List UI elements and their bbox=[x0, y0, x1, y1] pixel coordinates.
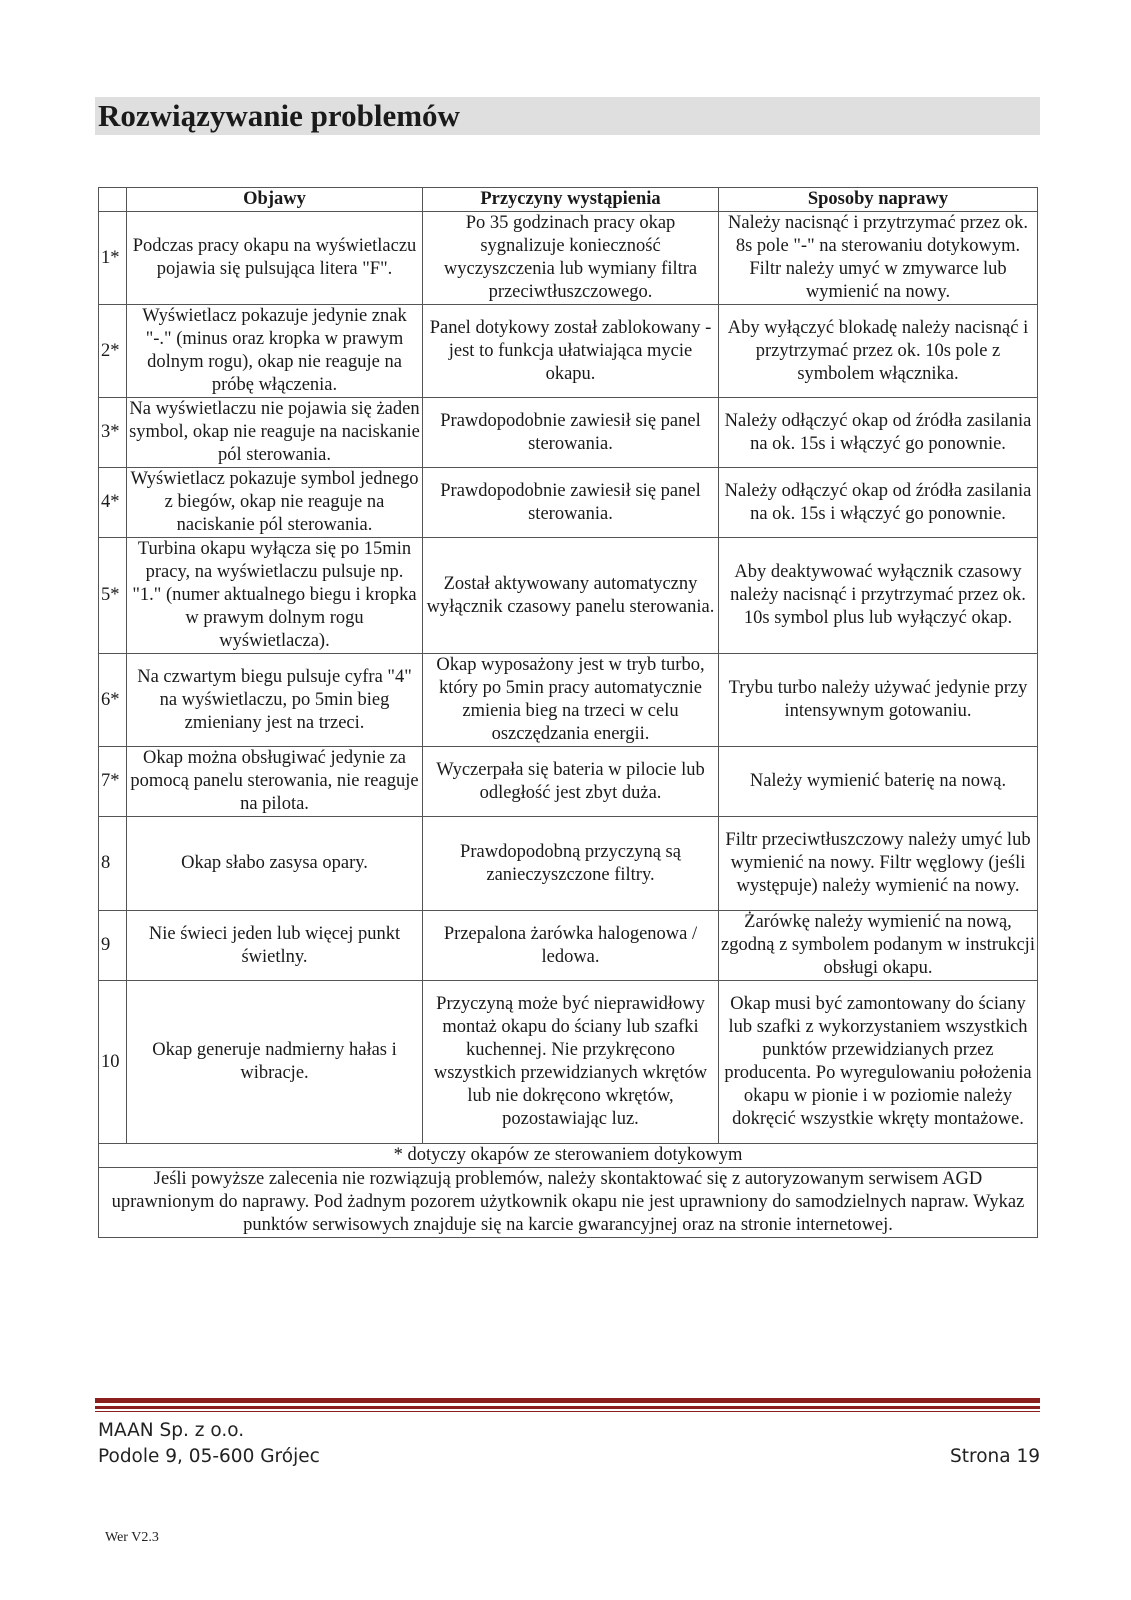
service-note: Jeśli powyższe zalecenia nie rozwiązują problemów, należy skontaktować się z autoryzowanym serwisem AGD uprawnionym do naprawy. Pod żadnym pozorem użytkownik okapu nie jest uprawniony do samodzielnych napraw. Wykaz punktów serwisowych znajduje się na karcie gwarancyjnej oraz na stronie internetowej. bbox=[99, 1168, 1038, 1238]
row-number: 1* bbox=[99, 212, 127, 305]
header-symptoms: Objawy bbox=[127, 188, 423, 212]
cause-cell: Prawdopodobnie zawiesił się panel sterowania. bbox=[423, 468, 719, 538]
table-row bbox=[99, 538, 1038, 654]
symptom-cell: Wyświetlacz pokazuje jedynie znak "-." (minus oraz kropka w prawym dolnym rogu), okap nie reaguje na próbę włączenia. bbox=[127, 305, 423, 398]
fix-cell: Żarówkę należy wymienić na nową, zgodną z symbolem podanym w instrukcji obsługi okapu. bbox=[719, 911, 1038, 981]
symptom-cell: Na czwartym biegu pulsuje cyfra "4" na wyświetlaczu, po 5min bieg zmieniany jest na trzeci. bbox=[127, 654, 423, 747]
header-fixes: Sposoby naprawy bbox=[719, 188, 1038, 212]
cause-cell: Przepalona żarówka halogenowa / ledowa. bbox=[423, 911, 719, 981]
fix-cell: Należy nacisnąć i przytrzymać przez ok. 8s pole "-" na sterowaniu dotykowym. Filtr należy umyć w zmywarce lub wymienić na nowy. bbox=[719, 212, 1038, 305]
cause-cell: Został aktywowany automatyczny wyłącznik czasowy panelu sterowania. bbox=[423, 538, 719, 654]
table-row bbox=[99, 305, 1038, 398]
table-row bbox=[99, 817, 1038, 911]
service-note-row bbox=[99, 1168, 1038, 1238]
fix-cell: Należy odłączyć okap od źródła zasilania na ok. 15s i włączyć go ponownie. bbox=[719, 468, 1038, 538]
fix-cell: Trybu turbo należy używać jedynie przy intensywnym gotowaniu. bbox=[719, 654, 1038, 747]
header-num bbox=[99, 188, 127, 212]
table-row bbox=[99, 981, 1038, 1144]
page-title: Rozwiązywanie problemów bbox=[98, 98, 460, 133]
row-number: 5* bbox=[99, 538, 127, 654]
company-name: MAAN Sp. z o.o. bbox=[98, 1420, 245, 1441]
row-number: 3* bbox=[99, 398, 127, 468]
cause-cell: Wyczerpała się bateria w pilocie lub odległość jest zbyt duża. bbox=[423, 747, 719, 817]
table-row bbox=[99, 212, 1038, 305]
page-number: Strona 19 bbox=[950, 1446, 1040, 1467]
symptom-cell: Okap generuje nadmierny hałas i wibracje. bbox=[127, 981, 423, 1144]
footer-rule bbox=[95, 1411, 1040, 1412]
row-number: 2* bbox=[99, 305, 127, 398]
cause-cell: Po 35 godzinach pracy okap sygnalizuje konieczność wyczyszczenia lub wymiany filtra przeciwtłuszczowego. bbox=[423, 212, 719, 305]
table-row bbox=[99, 398, 1038, 468]
row-number: 8 bbox=[99, 817, 127, 911]
fix-cell: Filtr przeciwtłuszczowy należy umyć lub wymienić na nowy. Filtr węglowy (jeśli występuje) należy wymienić na nowy. bbox=[719, 817, 1038, 911]
fix-cell: Należy wymienić baterię na nową. bbox=[719, 747, 1038, 817]
fix-cell: Aby deaktywować wyłącznik czasowy należy nacisnąć i przytrzymać przez ok. 10s symbol plus lub wyłączyć okap. bbox=[719, 538, 1038, 654]
cause-cell: Panel dotykowy został zablokowany - jest to funkcja ułatwiająca mycie okapu. bbox=[423, 305, 719, 398]
table-header-row bbox=[99, 188, 1038, 212]
symptom-cell: Nie świeci jeden lub więcej punkt świetlny. bbox=[127, 911, 423, 981]
document-version: Wer V2.3 bbox=[105, 1530, 159, 1545]
row-number: 6* bbox=[99, 654, 127, 747]
symptom-cell: Na wyświetlaczu nie pojawia się żaden symbol, okap nie reaguje na naciskanie pól sterowania. bbox=[127, 398, 423, 468]
heading-bar bbox=[95, 97, 1040, 135]
symptom-cell: Okap słabo zasysa opary. bbox=[127, 817, 423, 911]
company-address: Podole 9, 05-600 Grójec bbox=[98, 1446, 320, 1467]
cause-cell: Prawdopodobnie zawiesił się panel sterowania. bbox=[423, 398, 719, 468]
row-number: 9 bbox=[99, 911, 127, 981]
row-number: 10 bbox=[99, 981, 127, 1144]
cause-cell: Okap wyposażony jest w tryb turbo, który po 5min pracy automatycznie zmienia bieg na trzeci w celu oszczędzania energii. bbox=[423, 654, 719, 747]
troubleshooting-table bbox=[98, 187, 1038, 1238]
footnote: * dotyczy okapów ze sterowaniem dotykowym bbox=[99, 1144, 1038, 1168]
footnote-row bbox=[99, 1144, 1038, 1168]
row-number: 7* bbox=[99, 747, 127, 817]
table-row bbox=[99, 654, 1038, 747]
symptom-cell: Turbina okapu wyłącza się po 15min pracy, na wyświetlaczu pulsuje np. "1." (numer aktualnego biegu i kropka w prawym dolnym rogu wyświetlacza). bbox=[127, 538, 423, 654]
fix-cell: Aby wyłączyć blokadę należy nacisnąć i przytrzymać przez ok. 10s pole z symbolem włącznika. bbox=[719, 305, 1038, 398]
table-row bbox=[99, 747, 1038, 817]
cause-cell: Przyczyną może być nieprawidłowy montaż okapu do ściany lub szafki kuchennej. Nie przykręcono wszystkich przewidzianych wkrętów lub nie dokręcono wkrętów, pozostawiając luz. bbox=[423, 981, 719, 1144]
cause-cell: Prawdopodobną przyczyną są zanieczyszczone filtry. bbox=[423, 817, 719, 911]
table-row bbox=[99, 468, 1038, 538]
symptom-cell: Wyświetlacz pokazuje symbol jednego z biegów, okap nie reaguje na naciskanie pól sterowania. bbox=[127, 468, 423, 538]
header-causes: Przyczyny wystąpienia bbox=[423, 188, 719, 212]
footer-rule bbox=[95, 1406, 1040, 1409]
footer-company-block bbox=[98, 1418, 320, 1470]
fix-cell: Należy odłączyć okap od źródła zasilania na ok. 15s i włączyć go ponownie. bbox=[719, 398, 1038, 468]
row-number: 4* bbox=[99, 468, 127, 538]
footer-rule bbox=[95, 1398, 1040, 1403]
fix-cell: Okap musi być zamontowany do ściany lub szafki z wykorzystaniem wszystkich punktów przewidzianych przez producenta. Po wyregulowaniu położenia okapu w pionie i w poziomie należy dokręcić wszystkie wkręty montażowe. bbox=[719, 981, 1038, 1144]
symptom-cell: Podczas pracy okapu na wyświetlaczu pojawia się pulsująca litera "F". bbox=[127, 212, 423, 305]
symptom-cell: Okap można obsługiwać jedynie za pomocą panelu sterowania, nie reaguje na pilota. bbox=[127, 747, 423, 817]
table-row bbox=[99, 911, 1038, 981]
